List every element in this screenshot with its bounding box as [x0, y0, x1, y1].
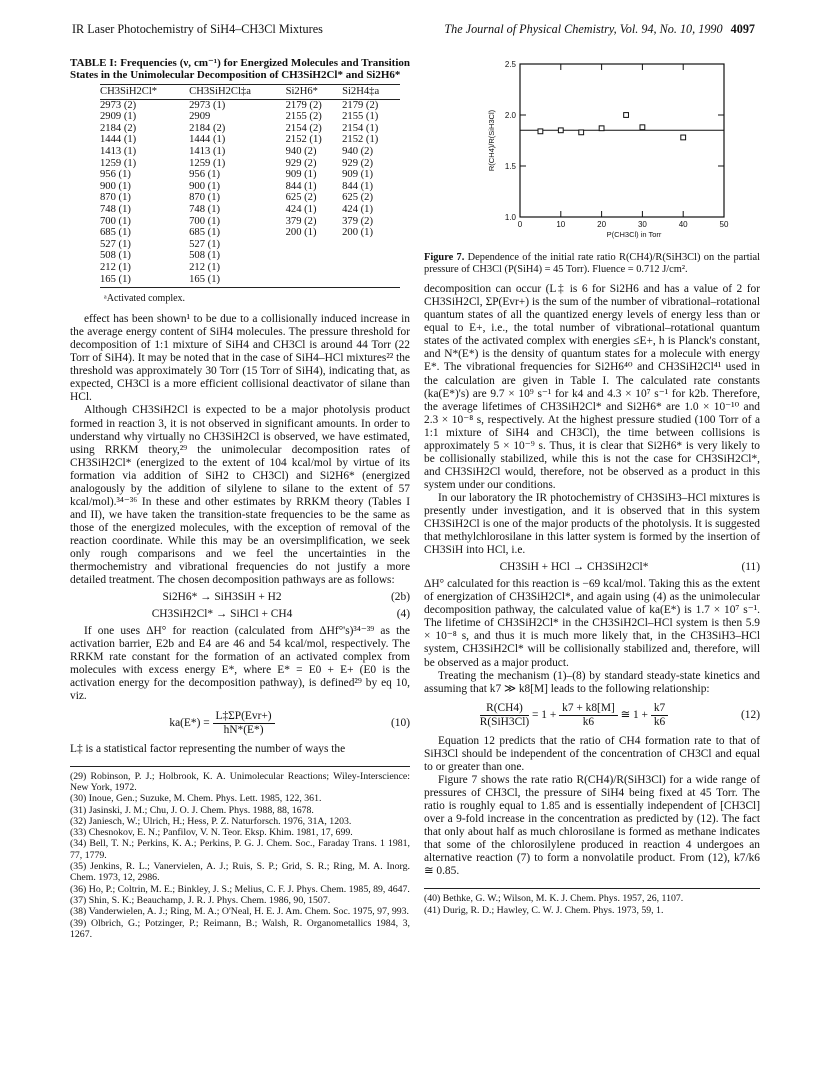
page-number: 4097 — [730, 22, 755, 36]
equation-fraction — [651, 702, 668, 729]
table-body — [100, 99, 400, 288]
table-cell: 212 (1) — [189, 261, 221, 273]
equation-2b — [70, 591, 410, 604]
table-cell: 508 (1) — [189, 250, 221, 262]
figure-7 — [424, 52, 760, 248]
table-cell: 1259 (1) — [100, 157, 137, 169]
table-cell: 870 (1) — [189, 192, 221, 204]
table-row — [100, 123, 400, 135]
table-cell: 625 (2) — [342, 192, 373, 204]
fraction-denominator: k6 — [653, 715, 666, 728]
table-cell: 165 (1) — [100, 274, 189, 288]
table-row — [100, 204, 400, 216]
fraction-denominator: R(SiH3Cl) — [479, 715, 530, 728]
column-header: Si2H6* — [286, 85, 343, 100]
paragraph: ΔH° calculated for this reaction is −69 kcal/mol. Taking this as the extent of energization of CH3SiH2Cl*, and again using (4) as the unimolecular decomposition pathway, the calculated value of ka(E*) is 1.7 × 10⁷ s⁻¹. The lifetime of CH3SiH2Cl* in the CH3SiH2Cl–HCl system is then 5.9 × 10⁻⁸ s, and thus it is much more likely that, in the CH3SiH3–HCl system, CH3SiH2Cl* will be collisionally stabilized and, therefore, will be observed as a major product. — [424, 578, 760, 669]
data-point — [681, 135, 686, 140]
reference-entry: (35) Jenkins, R. L.; Vanervielen, A. J.; Ruis, S. P.; Grid, S. R.; Ring, M. A. Inorg. Chem. 1973, 12, 2986. — [70, 861, 410, 884]
table-cell: 424 (1) — [342, 203, 373, 215]
table-cell: 2154 (2) — [285, 122, 322, 134]
table-cell: 527 (1) — [189, 238, 221, 250]
table-footnote: ᵃActivated complex. — [104, 293, 186, 305]
frequency-table — [100, 84, 400, 288]
paragraph: If one uses ΔH° for reaction (calculated from ΔHf°'s)³⁴⁻³⁹ as the activation barrier, E2b and E4 are 46 and 54 kcal/mol, respectively. The RRKM rate constant for the formation of an activated complex from molecules with excess energy E*, where E* = E0 + E+ (E0 is the activation energy for the decomposition pathway), is defined²⁹ by eq 10, viz. — [70, 625, 410, 703]
table-cell: 685 (1) — [100, 227, 131, 239]
table-cell: 379 (2) — [342, 215, 373, 227]
x-tick-label: 20 — [597, 220, 607, 229]
equation-10 — [70, 710, 410, 737]
equation-4 — [70, 608, 410, 621]
x-tick-label: 40 — [678, 220, 688, 229]
table-row — [100, 239, 400, 251]
table-cell: 2909 — [189, 111, 211, 123]
table-caption: TABLE I: Frequencies (ν, cm⁻¹) for Energized Molecules and Transition States in the Unimolecular Decomposition of CH3SiH2Cl* and Si2H6* — [70, 57, 410, 81]
y-tick-label: 2.5 — [504, 60, 516, 69]
table-cell: 700 (1) — [189, 215, 221, 227]
equation-number: (12) — [741, 708, 760, 721]
table-cell: 2184 (2) — [100, 122, 137, 134]
table-cell: 1444 (1) — [189, 134, 226, 146]
table-row — [100, 192, 400, 204]
reference-entry: (38) Vanderwielen, A. J.; Ring, M. A.; O'Neal, H. E. J. Am. Chem. Soc. 1975, 97, 993. — [70, 906, 410, 918]
equation-12 — [424, 702, 760, 729]
table-cell: 1413 (1) — [100, 145, 137, 157]
references-right — [424, 888, 760, 916]
table-cell: 2973 (2) — [100, 99, 137, 111]
data-point — [624, 113, 629, 118]
fraction-denominator: hN*(E*) — [223, 723, 264, 736]
equation-number: (10) — [391, 716, 410, 729]
data-point — [558, 128, 563, 133]
table-cell — [342, 262, 400, 274]
reference-entry: (31) Jasinski, J. M.; Chu, J. O. J. Chem. Phys. 1988, 88, 1678. — [70, 804, 314, 816]
equation-operator: = 1 + — [532, 708, 557, 721]
reference-entry: (30) Inoue, Gen.; Suzuke, M. Chem. Phys. Lett. 1985, 122, 361. — [70, 793, 322, 805]
paragraph: Figure 7 shows the rate ratio R(CH4)/R(SiH3Cl) for a wide range of pressures of CH3Cl, the pressure of SiH4 being fixed at 45 Torr. The ratio is roughly equal to 1.85 and is essentially independent of [CH3Cl] over a 9-fold increase in the concentration as predicted by (12). The fact that only about half as much chlorosilane is formed as methane indicates that some of the chlorosilylene produced in reaction 4 undergoes an alternative reaction (7) to form a nonvolatile product. From (12), k7/k6 ≅ 0.85. — [424, 773, 760, 878]
references-left — [70, 766, 410, 940]
plot-frame — [520, 64, 724, 217]
table-cell: 909 (1) — [285, 169, 317, 181]
running-title: IR Laser Photochemistry of SiH4–CH3Cl Mixtures — [72, 22, 323, 36]
table-cell — [342, 239, 400, 251]
reference-entry: (36) Ho, P.; Coltrin, M. E.; Binkley, J. S.; Melius, C. F. J. Phys. Chem. 1985, 89, 4647. — [70, 883, 410, 895]
table-cell: 2973 (1) — [189, 99, 226, 111]
table-row — [100, 250, 400, 262]
figure-label: Figure 7. — [424, 252, 465, 263]
x-tick-label: 30 — [637, 220, 647, 229]
fraction-numerator: R(CH4) — [480, 702, 529, 716]
equation-number: (11) — [741, 561, 760, 574]
fraction-numerator: k7 — [651, 702, 668, 716]
column-header: Si2H4‡a — [342, 85, 400, 100]
table-cell — [286, 250, 343, 262]
x-tick-label: 10 — [556, 220, 566, 229]
table-cell: 508 (1) — [100, 250, 131, 262]
data-point — [599, 126, 604, 131]
reference-entry: (37) Shin, S. K.; Beauchamp, J. R. J. Phys. Chem. 1986, 90, 1507. — [70, 894, 331, 906]
equation-lhs: ka(E*) = — [169, 716, 210, 729]
equation-fraction — [213, 710, 275, 737]
table-cell: 870 (1) — [100, 192, 131, 204]
table-row — [100, 181, 400, 193]
table-cell: 929 (2) — [285, 157, 317, 169]
fraction-numerator: L‡ΣP(Evr+) — [213, 710, 275, 724]
table-row — [100, 169, 400, 181]
reference-entry: (34) Bell, T. N.; Perkins, K. A.; Perkins, P. G. J. Chem. Soc., Faraday Trans. 1 1981, 77, 1779. — [70, 838, 410, 861]
table-cell: 748 (1) — [100, 203, 131, 215]
equation-number: (2b) — [391, 591, 410, 604]
table-row — [100, 158, 400, 170]
y-axis-label: R(CH4)/R(SiH3Cl) — [487, 109, 496, 172]
equation-fraction — [480, 702, 529, 729]
paragraph: decomposition can occur (L‡ is 6 for Si2H6 and has a value of 2 for CH3SiH2Cl, ΣP(Evr+) is the sum of the number of vibrational–rotational quantum states of all the quantized energy levels of energy less than or equal to E+, i.e., the total number of vibrational–rotational quantum states of the activated complex with energies ≤E+, h is Planck's constant, and N*(E*) is the density of quantum states for a molecule with energy E*. The vibrational frequencies for Si2H6⁴⁰ and CH3SiH2Cl⁴¹ used in the calculation are given in Table I. The calculated rate constants (ka(E*)'s) are 9.7 × 10⁹ s⁻¹ for k4 and 4.3 × 10⁷ s⁻¹ for k2b. Therefore, the average lifetimes of CH3SiH2Cl* and Si2H6* are 1.0 × 10⁻¹⁰ and 2.3 × 10⁻⁸ s, respectively. At the highest pressure studied (100 Torr of a 1:1 mixture of SiH4 and CH3Cl), the time between collisions is approximately 5 × 10⁻⁹ s. Thus, it is clear that Si2H6* is very likely to be collisionally stabilized, while this is not the case for CH3SiH2Cl*, and CH3SiH2Cl would, therefore, not be observed as a product in this system under our conditions. — [424, 283, 760, 491]
table-cell: 940 (2) — [342, 145, 373, 157]
table-cell — [286, 262, 343, 274]
table-row — [100, 146, 400, 158]
table-cell: 1413 (1) — [189, 145, 226, 157]
table-cell: 929 (2) — [342, 157, 373, 169]
equation-fraction — [559, 702, 618, 729]
y-tick-label: 1.0 — [504, 213, 516, 222]
paragraph: Treating the mechanism (1)–(8) by standard steady-state kinetics and assuming that k7 ≫ k8[M] leads to the following relationship: — [424, 669, 760, 695]
reference-entry: (39) Olbrich, G.; Potzinger, P.; Reimann, B.; Walsh, R. Organometallics 1984, 3, 1267. — [70, 917, 410, 940]
figure-caption — [424, 252, 760, 275]
paragraph: L‡ is a statistical factor representing the number of ways the — [70, 742, 346, 755]
table-cell: 956 (1) — [189, 169, 221, 181]
table-row — [100, 227, 400, 239]
equation-11 — [424, 561, 760, 574]
table-cell — [286, 274, 343, 288]
column-header: CH3SiH2Cl‡a — [189, 85, 285, 100]
data-point — [538, 129, 543, 134]
x-tick-label: 50 — [719, 220, 729, 229]
table-row — [100, 111, 400, 123]
table-cell: 900 (1) — [189, 180, 221, 192]
table-cell: 2155 (1) — [342, 111, 379, 123]
table-cell — [342, 250, 400, 262]
table-cell: 748 (1) — [189, 203, 221, 215]
table-cell: 625 (2) — [285, 192, 317, 204]
table-cell: 844 (1) — [342, 180, 373, 192]
reference-entry: (33) Chesnokov, E. N.; Panfilov, V. N. Teor. Eksp. Khim. 1981, 17, 699. — [70, 827, 353, 839]
table-cell: 900 (1) — [100, 180, 131, 192]
table-header-row — [100, 85, 400, 100]
table-cell: 2152 (1) — [342, 134, 379, 146]
table-cell: 2154 (1) — [342, 122, 379, 134]
equation-body: CH3SiH + HCl → CH3SiH2Cl* — [499, 561, 649, 574]
table-cell — [286, 239, 343, 251]
data-point — [579, 130, 584, 135]
table-cell: 424 (1) — [285, 203, 317, 215]
table-cell: 2184 (2) — [189, 122, 226, 134]
table-cell: 1259 (1) — [189, 157, 226, 169]
table-cell: 2152 (1) — [285, 134, 322, 146]
x-tick-label: 0 — [517, 220, 523, 229]
right-column — [424, 52, 760, 916]
fraction-denominator: k6 — [582, 715, 595, 728]
table-cell: 527 (1) — [100, 238, 131, 250]
table-row — [100, 216, 400, 228]
equation-number: (4) — [396, 608, 410, 621]
table-cell: 909 (1) — [342, 169, 373, 181]
reference-entry: (40) Bethke, G. W.; Wilson, M. K. J. Chem. Phys. 1957, 26, 1107. — [424, 893, 684, 905]
paragraph: effect has been shown¹ to be due to a collisionally induced increase in the average energy content of SiH4 molecules. The pressure threshold for decomposition of 1:1 mixture of SiH4 and CH3Cl is around 44 Torr (22 Torr of SiH4). It may be noted that in the case of SiH4–HCl mixtures²² the threshold was approximately 30 Torr (15 Torr of SiH4), indicating that, as expected, CH3Cl is a more efficient collisional deactivator of silane than HCl. — [70, 313, 410, 404]
table-cell: 2155 (2) — [285, 111, 322, 123]
column-header: CH3SiH2Cl* — [100, 85, 189, 100]
rate-ratio-chart — [424, 52, 760, 248]
reference-entry: (41) Durig, R. D.; Hawley, C. W. J. Chem. Phys. 1973, 59, 1. — [424, 904, 664, 916]
table-cell: 2179 (2) — [285, 99, 322, 111]
reference-entry: (29) Robinson, P. J.; Holbrook, K. A. Unimolecular Reactions; Wiley-Interscience: New York, 1972. — [70, 770, 410, 793]
table-cell: 940 (2) — [285, 145, 317, 157]
table-cell: 165 (1) — [189, 274, 285, 288]
table-row — [100, 262, 400, 274]
table-cell: 844 (1) — [285, 180, 317, 192]
page-header — [0, 22, 828, 40]
journal-name: The Journal of Physical Chemistry, Vol. 94, No. 10, 1990 — [444, 22, 723, 36]
table-row — [100, 274, 400, 288]
paragraph: Although CH3SiH2Cl is expected to be a major photolysis product formed in reaction 3, it is not observed in significant amounts. In order to understand why virtually no CH3SiH2Cl is observed, we have estimated, using RRKM theory,²⁹ the unimolecular decomposition rates of CH3SiH2Cl* (energized to the extent of 104 kcal/mol by virtue of its formation via addition of SiH2 to CH3Cl) and Si2H6* (energized analogously by the addition of silylene to silane to the extent of 57 kcal/mol).³⁴⁻³⁶ In these and other estimates by RRKM theory (Tables I and II), we have taken the transition-state frequencies to be the same as those of the energized molecules, with the exception of removal of the reaction coordinate. While this may be an oversimplification, we seek only rough comparisons and we feel the uncertainties in the thermochemistry and vibrational frequencies do not justify a more detailed treatment. The chosen decomposition pathways are as follows: — [70, 404, 410, 587]
table-cell: 685 (1) — [189, 227, 221, 239]
table-cell: 700 (1) — [100, 215, 131, 227]
y-tick-label: 1.5 — [504, 162, 516, 171]
y-tick-label: 2.0 — [504, 111, 516, 120]
equation-operator: ≅ 1 + — [620, 708, 648, 721]
table-cell: 2179 (2) — [342, 99, 379, 111]
table-cell: 200 (1) — [342, 227, 373, 239]
table-row — [100, 99, 400, 111]
equation-body: CH3SiH2Cl* → SiHCl + CH4 — [151, 608, 293, 621]
table-cell — [342, 274, 400, 288]
table-cell: 956 (1) — [100, 169, 131, 181]
table-row — [100, 134, 400, 146]
left-column — [70, 52, 410, 940]
paragraph: Equation 12 predicts that the ratio of CH4 formation rate to that of SiH3Cl should be independent of the concentration of CH3Cl and equal to or greater than one. — [424, 734, 760, 773]
equation-body: Si2H6* → SiH3SiH + H2 — [162, 591, 282, 604]
table-cell: 212 (1) — [100, 261, 131, 273]
paragraph: In our laboratory the IR photochemistry of CH3SiH3–HCl mixtures is presently under investigation, and it is observed that in this system CH3SiH2Cl is one of the major products of the photolysis. It is suggested that methylchlorosilane in this latter system is formed by the insertion of CH3SiH into HCl, i.e. — [424, 491, 760, 557]
figure-caption-text: Dependence of the initial rate ratio R(CH4)/R(SiH3Cl) on the partial pressure of CH3Cl (P(SiH4) = 45 Torr). Fluence = 0.712 J/cm². — [424, 252, 760, 275]
table-cell: 379 (2) — [285, 215, 317, 227]
data-point — [640, 125, 645, 130]
x-axis-label: P(CH3Cl) in Torr — [606, 230, 662, 239]
table-cell: 1444 (1) — [100, 134, 137, 146]
table-cell: 2909 (1) — [100, 111, 137, 123]
reference-entry: (32) Janiesch, W.; Ulrich, H.; Hess, P. Z. Naturforsch. 1976, 31A, 1203. — [70, 815, 352, 827]
fraction-numerator: k7 + k8[M] — [559, 702, 618, 716]
journal-citation — [444, 22, 755, 37]
table-cell: 200 (1) — [285, 227, 317, 239]
